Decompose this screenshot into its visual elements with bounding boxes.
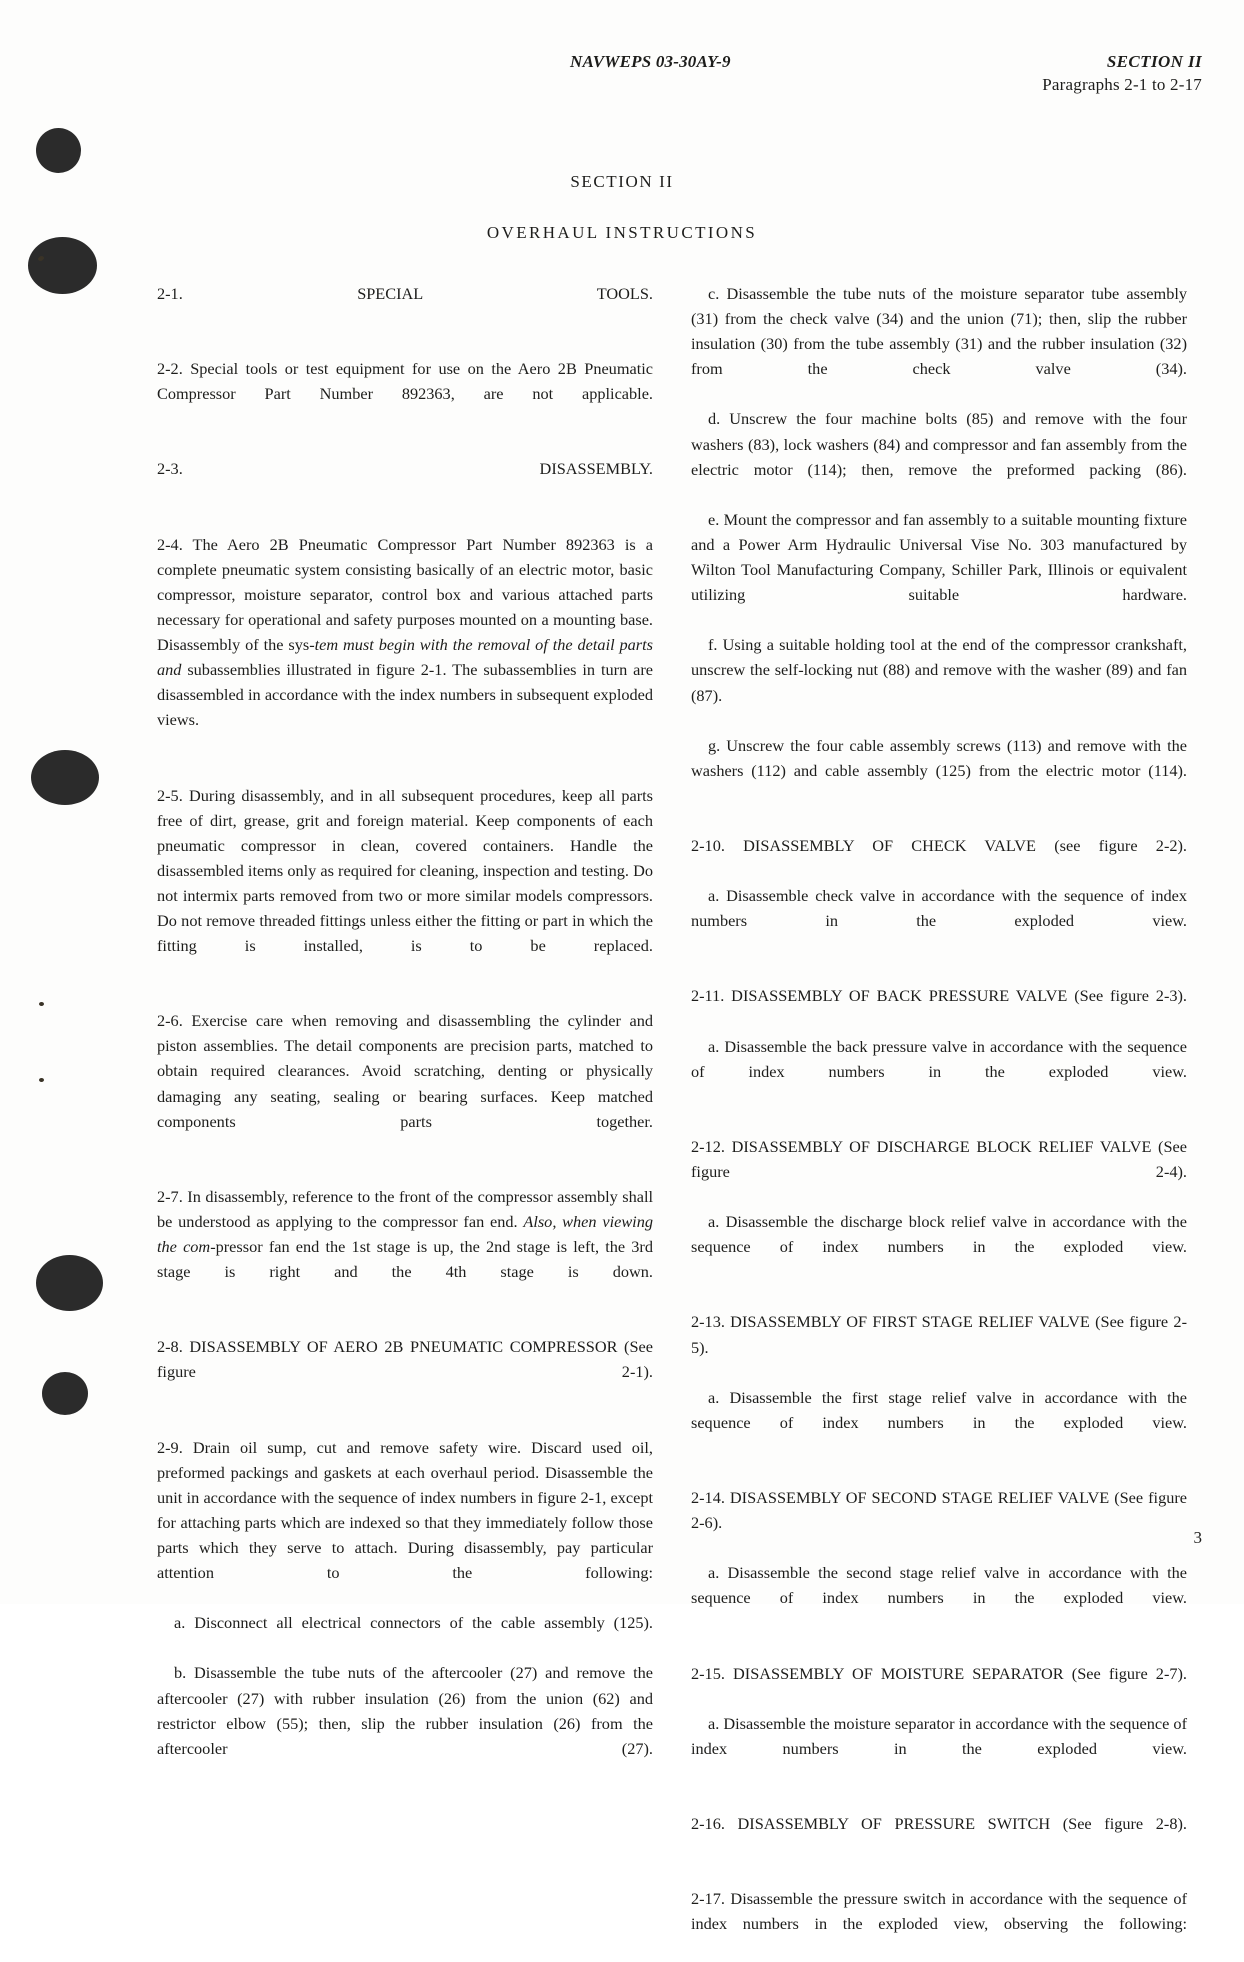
paragraph-2-10: 2-10. DISASSEMBLY OF CHECK VALVE (see figure 2-2).	[691, 835, 1187, 855]
list-item-c: c. Disassemble the tube nuts of the moisture separator tube assembly (31) from the check valve (34) and the union (71); then, slip the rubber insulation (30) from the tube assembly (31) and the rubber insulation (32) from the check valve (34).	[691, 284, 1187, 379]
paragraph-2-13-item-a: a. Disassemble the first stage relief valve in accordance with the sequence of index numbers in the exploded view.	[691, 1387, 1187, 1432]
scan-artifact-speck	[38, 257, 43, 261]
paragraph-2-17: 2-17. Disassemble the pressure switch in accordance with the sequence of index numbers in the exploded view, observing the following:	[691, 1889, 1187, 1934]
scan-artifact-speck	[39, 1078, 44, 1082]
paragraph-2-7	[157, 1184, 653, 1309]
scan-artifact-blob	[28, 237, 97, 294]
paragraph-2-2: 2-2. Special tools or test equipment for use on the Aero 2B Pneumatic Compressor Part Number 892363, are not applicable.	[157, 359, 653, 404]
running-head-publication: NAVWEPS 03-30AY-9	[570, 52, 731, 71]
paragraph-2-8: 2-8. DISASSEMBLY OF AERO 2B PNEUMATIC COMPRESSOR (See figure 2-1).	[157, 1337, 653, 1382]
section-number-heading: SECTION II	[570, 172, 674, 191]
paragraph-2-12-item-a: a. Disassemble the discharge block relief valve in accordance with the sequence of index numbers in the exploded view.	[691, 1212, 1187, 1257]
paragraph-2-11-item-a: a. Disassemble the back pressure valve in accordance with the sequence of index numbers in the exploded view.	[691, 1036, 1187, 1081]
paragraph-2-7-part1: 2-7. In disassembly, reference to the front of the compressor assembly shall be understood as applying to the compressor fan end.	[157, 1186, 653, 1231]
paragraph-2-7-emphasis: Also, when viewing the com-	[157, 1211, 653, 1256]
paragraph-2-1: 2-1. SPECIAL TOOLS.	[157, 284, 653, 303]
paragraph-2-3: 2-3. DISASSEMBLY.	[157, 459, 653, 479]
left-column	[157, 281, 653, 1786]
paragraph-2-13: 2-13. DISASSEMBLY OF FIRST STAGE RELIEF VALVE (See figure 2-5).	[691, 1312, 1187, 1357]
paragraph-2-14-item-a: a. Disassemble the second stage relief valve in accordance with the sequence of index numbers in the exploded view.	[691, 1563, 1187, 1608]
list-item-f: f. Using a suitable holding tool at the end of the compressor crankshaft, unscrew the self-locking nut (88) and remove with the washer (89) and fan (87).	[691, 635, 1187, 705]
paragraph-2-15: 2-15. DISASSEMBLY OF MOISTURE SEPARATOR (See figure 2-7).	[691, 1663, 1187, 1683]
paragraph-2-10-item-a: a. Disassemble check valve in accordance with the sequence of index numbers in the exploded view.	[691, 886, 1187, 931]
list-item-b: b. Disassemble the tube nuts of the aftercooler (27) and remove the aftercooler (27) with rubber insulation (26) from the union (62) and restrictor elbow (55); then, slip the rubber insulation (26) from the aftercooler (27).	[157, 1663, 653, 1758]
paragraph-2-4-part1: 2-4. The Aero 2B Pneumatic Compressor Part Number 892363 is a complete pneumatic system consisting basically of an electric motor, basic compressor, moisture separator, control box and various attached parts necessary for operational and safety purposes mounted on a mounting base. Disassembly of the sys-	[157, 534, 653, 655]
paragraph-2-4-part2: subassemblies illustrated in figure 2-1. The subassemblies in turn are disassembled in accordance with the index numbers in subsequent exploded views.	[157, 660, 653, 730]
paragraph-2-6: 2-6. Exercise care when removing and disassembling the cylinder and piston assemblies. The detail components are precision parts, matched to obtain required clearances. Avoid scratching, denting or physically damaging any seating, sealing or bearing surfaces. Keep matched components parts together.	[157, 1011, 653, 1131]
running-head	[0, 52, 1244, 112]
paragraph-2-5: 2-5. During disassembly, and in all subsequent procedures, keep all parts free of dirt, grease, grit and foreign material. Keep components of each pneumatic compressor in clean, covered containers. Handle the disassembled items only as required for cleaning, inspection and testing. Do not intermix parts removed from two or more similar models compressors. Do not remove threaded fittings unless either the fitting or part in which the fitting is installed, is to be replaced.	[157, 785, 653, 956]
scan-artifact-blob	[42, 1372, 88, 1415]
page-title: OVERHAUL INSTRUCTIONS	[486, 223, 758, 242]
paragraph-2-7-part2: pressor fan end the 1st stage is up, the 2nd stage is left, the 3rd stage is right and the 4th stage is down.	[157, 1237, 653, 1282]
scan-artifact-speck	[39, 256, 44, 260]
paragraph-2-4-emphasis: tem must begin with the removal of the detail parts and	[157, 635, 654, 680]
scan-artifact-blob	[31, 750, 99, 805]
paragraph-2-15-item-a: a. Disassemble the moisture separator in accordance with the sequence of index numbers in the exploded view.	[691, 1713, 1187, 1758]
paragraph-2-4	[157, 532, 653, 758]
page-number: 3	[1193, 1528, 1202, 1547]
scan-artifact-speck	[39, 1002, 44, 1006]
running-head-paragraph-range: Paragraphs 2-1 to 2-17	[1042, 75, 1202, 94]
paragraph-2-16: 2-16. DISASSEMBLY OF PRESSURE SWITCH (See figure 2-8).	[691, 1814, 1187, 1834]
list-item-a: a. Disconnect all electrical connectors of the cable assembly (125).	[174, 1613, 653, 1633]
paragraph-2-12: 2-12. DISASSEMBLY OF DISCHARGE BLOCK RELIEF VALVE (See figure 2-4).	[691, 1136, 1187, 1181]
scan-artifact-blob	[36, 128, 81, 173]
list-item-d: d. Unscrew the four machine bolts (85) and remove with the four washers (83), lock washers (84) and compressor and fan assembly from the electric motor (114); then, remove the preformed packing (86).	[691, 409, 1187, 479]
section-title-block	[0, 172, 1244, 243]
list-item-g: g. Unscrew the four cable assembly screws (113) and remove with the washers (112) and cable assembly (125) from the electric motor (114).	[691, 735, 1187, 780]
list-item-e: e. Mount the compressor and fan assembly to a suitable mounting fixture and a Power Arm Hydraulic Universal Vise No. 303 manufactured by Wilton Tool Manufacturing Company, Schiller Park, Illinois or equivalent utilizing suitable hardware.	[691, 509, 1187, 605]
scan-artifact-blob	[36, 1255, 103, 1311]
running-head-section: SECTION II	[1106, 52, 1202, 71]
paragraph-2-11: 2-11. DISASSEMBLY OF BACK PRESSURE VALVE (See figure 2-3).	[691, 986, 1187, 1006]
right-column	[691, 281, 1187, 1962]
paragraph-2-14: 2-14. DISASSEMBLY OF SECOND STAGE RELIEF VALVE (See figure 2-6).	[691, 1488, 1187, 1533]
running-head-right	[1042, 52, 1202, 95]
paragraph-2-9: 2-9. Drain oil sump, cut and remove safety wire. Discard used oil, preformed packings and gaskets at each overhaul period. Disassemble the unit in accordance with the sequence of index numbers in figure 2-1, except for attaching parts which are indexed so that they immediately follow those parts which they serve to attach. During disassembly, pay particular attention to the following:	[157, 1437, 653, 1583]
